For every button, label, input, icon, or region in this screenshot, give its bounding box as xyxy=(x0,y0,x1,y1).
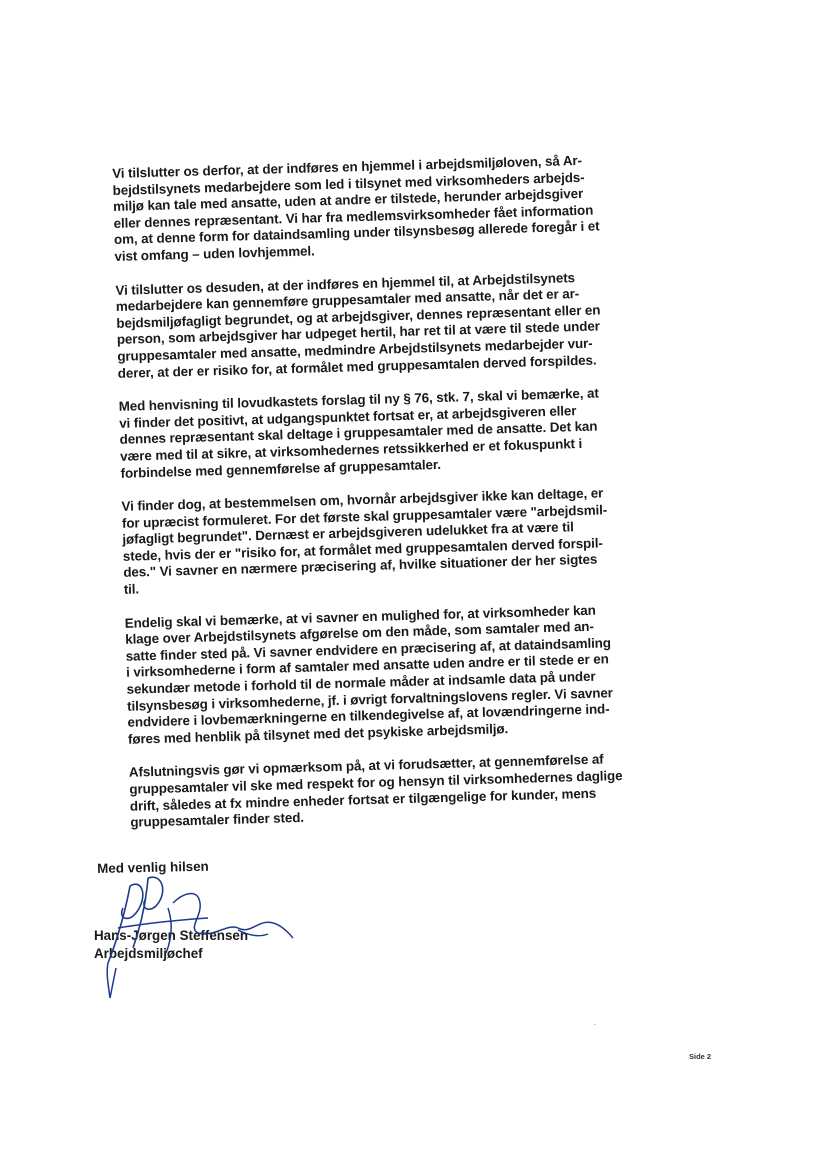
signer-title: Arbejdsmiljøchef xyxy=(94,946,203,961)
paragraph-2: Vi tilslutter os desuden, at der indføres en hjemmel til, at Arbejdstilsynets medarbejdere kan gennemføre gruppesamtaler med ansatte, når det er ar- bejdsmiljøfagligt begrundet, og at arbejdsgiver, dennes repræsentant eller en person, som arbejdsgiver har udpeget hertil, har ret til at være til stede under gruppesamtaler med ansatte, medmindre Arbejdstilsynets medarbejder vur- derer, at der er risiko for, at formålet med gruppesamtalen derved forspildes. xyxy=(115,269,601,381)
signer-name: Hans-Jørgen Steffensen xyxy=(94,928,249,943)
letter-body xyxy=(112,151,651,848)
handwritten-signature xyxy=(88,868,298,1008)
paragraph-4: Vi finder dog, at bestemmelsen om, hvornår arbejdsgiver ikke kan deltage, er for upræcist formuleret. For det første skal gruppesamtaler være "arbejdsmil- jøfagligt begrundet". Dernæst er arbejdsgiveren udelukket fra at være til stede, hvis der er "risiko for, at formålet med gruppesamtalen derved forspil- des." Vi savner en nærmere præcisering af, hvilke situationer der her sigtes til. xyxy=(121,485,608,597)
paragraph-1: Vi tilslutter os derfor, at der indføres en hjemmel i arbejdsmiljøloven, så Ar- bejdstilsynets medarbejdere som led i tilsynet med virksomheders arbejds- miljø kan tale med ansatte, uden at andre er tilstede, herunder arbejdsgiver eller dennes repræsentant. Vi har fra medlemsvirksomheder fået information om, at denne form for dataindsamling under tilsynsbesøg allerede foregår i et vist omfang – uden lovhjemmel. xyxy=(112,152,600,264)
closing-salutation: Med venlig hilsen xyxy=(97,858,209,876)
page-number: Side 2 xyxy=(689,1052,712,1061)
scan-speck xyxy=(594,1024,596,1025)
paragraph-6: Afslutningsvis gør vi opmærksom på, at vi forudsætter, at gennemførelse af gruppesamtaler vil ske med respekt for og hensyn til virksomhedernes daglige drift, således at fx mindre enheder fortsat er tilgængelige for kunder, mens gruppesamtaler finder sted. xyxy=(128,751,623,830)
paragraph-3: Med henvisning til lovudkastets forslag til ny § 76, stk. 7, skal vi bemærke, at vi finder det positivt, at udgangspunktet fortsat er, at arbejdsgiveren eller dennes repræsentant skal deltage i gruppesamtaler med de ansatte. Det kan være med til at sikre, at virksomhedernes retssikkerhed er et fokuspunkt i forbindelse med gennemførelse af gruppesamtaler. xyxy=(118,385,599,481)
paragraph-5: Endelig skal vi bemærke, at vi savner en mulighed for, at virksomheder kan klage over Arbejdstilsynets afgørelse om den måde, som samtaler med an- satte finder sted på. Vi savner endvidere en præcisering af, at dataindsamling i virksomhederne i form af samtaler med ansatte uden andre er til stede er en sekundær metode i forhold til de normale måder at indsamle data på under tilsynsbesøg i virksomhederne, jf. i øvrigt forvaltningslovens regler. Vi savner endvidere i lovbemærkningerne en tilkendegivelse af, at lovændringerne ind- føres med henblik på tilsynet med det psykiske arbejdsmiljø. xyxy=(124,602,613,747)
